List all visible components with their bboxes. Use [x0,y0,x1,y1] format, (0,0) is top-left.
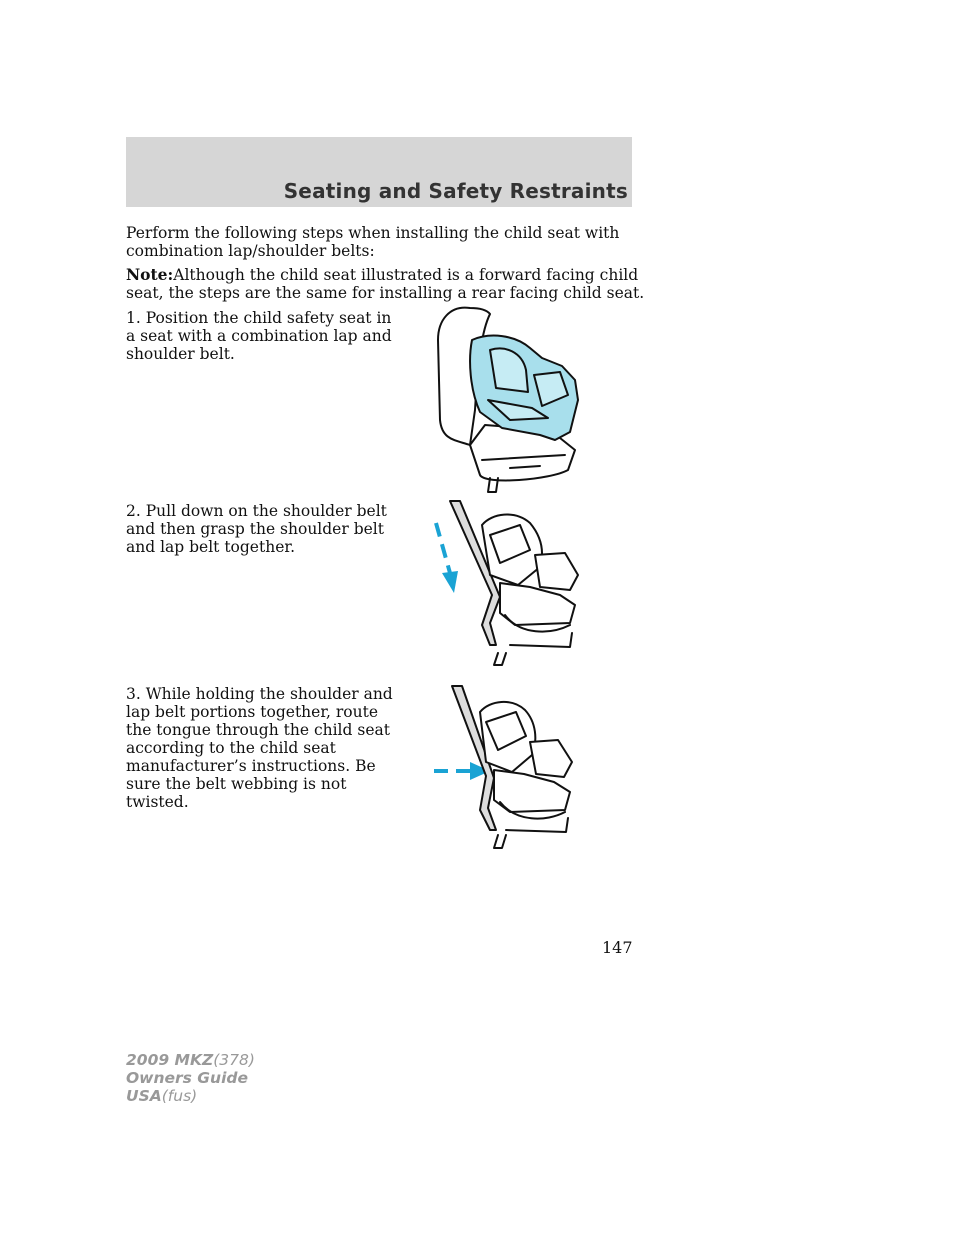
pull-shoulder-belt-illustration [420,495,590,670]
footer-region-code: (fus) [161,1087,198,1105]
route-belt-tongue-illustration [420,680,590,855]
header-band [126,137,632,207]
footer-model: 2009 MKZ [126,1051,214,1069]
intro-paragraph: Perform the following steps when installing the child seat with combination lap/shoulder belts: [126,224,620,260]
child-seat-in-vehicle-seat-illustration [430,300,590,495]
step-3-text: 3. While holding the shoulder and lap belt portions together, route the tongue through the child seat according to the child seat manufacturer’s instructions. Be sure the belt webbing is not twisted. [126,685,393,811]
footer-region: USA [126,1087,162,1105]
step-2-text: 2. Pull down on the shoulder belt and then grasp the shoulder belt and lap belt together. [126,502,387,556]
note-paragraph [126,266,646,302]
down-arrow-icon [436,523,458,593]
page-number: 147 [602,938,633,957]
footer-model-code: (378) [213,1051,255,1069]
note-text: Although the child seat illustrated is a forward facing child seat, the steps are the same for installing a rear facing child seat. [126,266,645,302]
footer-document-info [126,1051,255,1105]
step-1-text: 1. Position the child safety seat in a seat with a combination lap and shoulder belt. [126,309,392,363]
note-label: Note: [126,265,174,284]
footer-guide: Owners Guide [126,1069,248,1087]
section-title: Seating and Safety Restraints [283,179,628,203]
